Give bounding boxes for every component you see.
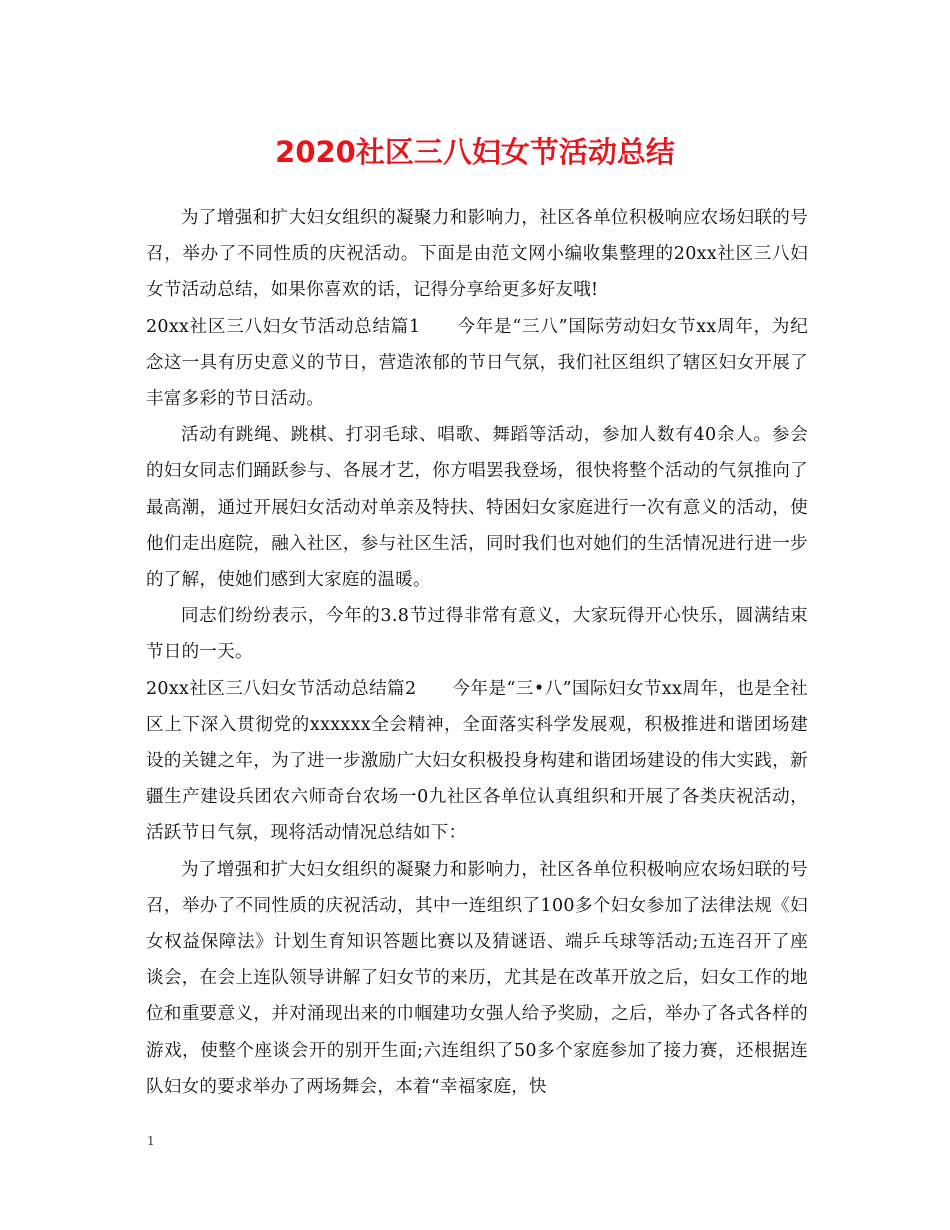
document-body [146, 200, 808, 1105]
paragraph-conclusion-1: 同志们纷纷表示，今年的3.8节过得非常有意义，大家玩得开心快乐，圆满结束节日的一天。 [146, 606, 808, 663]
paragraph-intro: 为了增强和扩大妇女组织的凝聚力和影响力，社区各单位积极响应农场妇联的号召，举办了不同性质的庆祝活动。下面是由范文网小编收集整理的20xx社区三八妇女节活动总结，如果你喜欢的话，记得分享给更多好友哦! [146, 208, 808, 301]
document-title: 2020社区三八妇女节活动总结 [275, 135, 675, 169]
paragraph-section-1: 20xx社区三八妇女节活动总结篇1 今年是“三八”国际劳动妇女节xx周年，为纪念这一具有历史意义的节日，营造浓郁的节日气氛，我们社区组织了辖区妇女开展了丰富多彩的节日活动。 [146, 316, 808, 410]
paragraph-activities: 活动有跳绳、跳棋、打羽毛球、唱歌、舞蹈等活动，参加人数有40余人。参会的妇女同志们踊跃参与、各展才艺，你方唱罢我登场，很快将整个活动的气氛推向了最高潮，通过开展妇女活动对单亲及特扶、特困妇女家庭进行一次有意义的活动，使他们走出庭院，融入社区，参与社区生活，同时我们也对她们的生活情况进行进一步的了解，使她们感到大家庭的温暖。 [146, 425, 808, 591]
page-number: 1 [147, 1134, 155, 1148]
paragraph-section-2: 20xx社区三八妇女节活动总结篇2 今年是“三•八”国际妇女节xx周年，也是全社区上下深入贯彻党的xxxxxx全会精神，全面落实科学发展观，积极推进和谐团场建设的关键之年，为了进一步激励广大妇女积极投身构建和谐团场建设的伟大实践，新疆生产建设兵团农六师奇台农场一0九社区各单位认真组织和开展了各类庆祝活动，活跃节日气氛，现将活动情况总结如下： [146, 678, 808, 844]
paragraph-unit-activities: 为了增强和扩大妇女组织的凝聚力和影响力，社区各单位积极响应农场妇联的号召，举办了不同性质的庆祝活动，其中一连组织了100多个妇女参加了法律法规《妇女权益保障法》计划生育知识答题比赛以及猜谜语、端乒乓球等活动;五连召开了座谈会，在会上连队领导讲解了妇女节的来历，尤其是在改革开放之后，妇女工作的地位和重要意义，并对涌现出来的巾帼建功女强人给予奖励，之后，举办了各式各样的游戏，使整个座谈会开的别开生面;六连组织了50多个家庭参加了接力赛，还根据连队妇女的要求举办了两场舞会，本着“幸福家庭，快 [146, 859, 808, 1097]
